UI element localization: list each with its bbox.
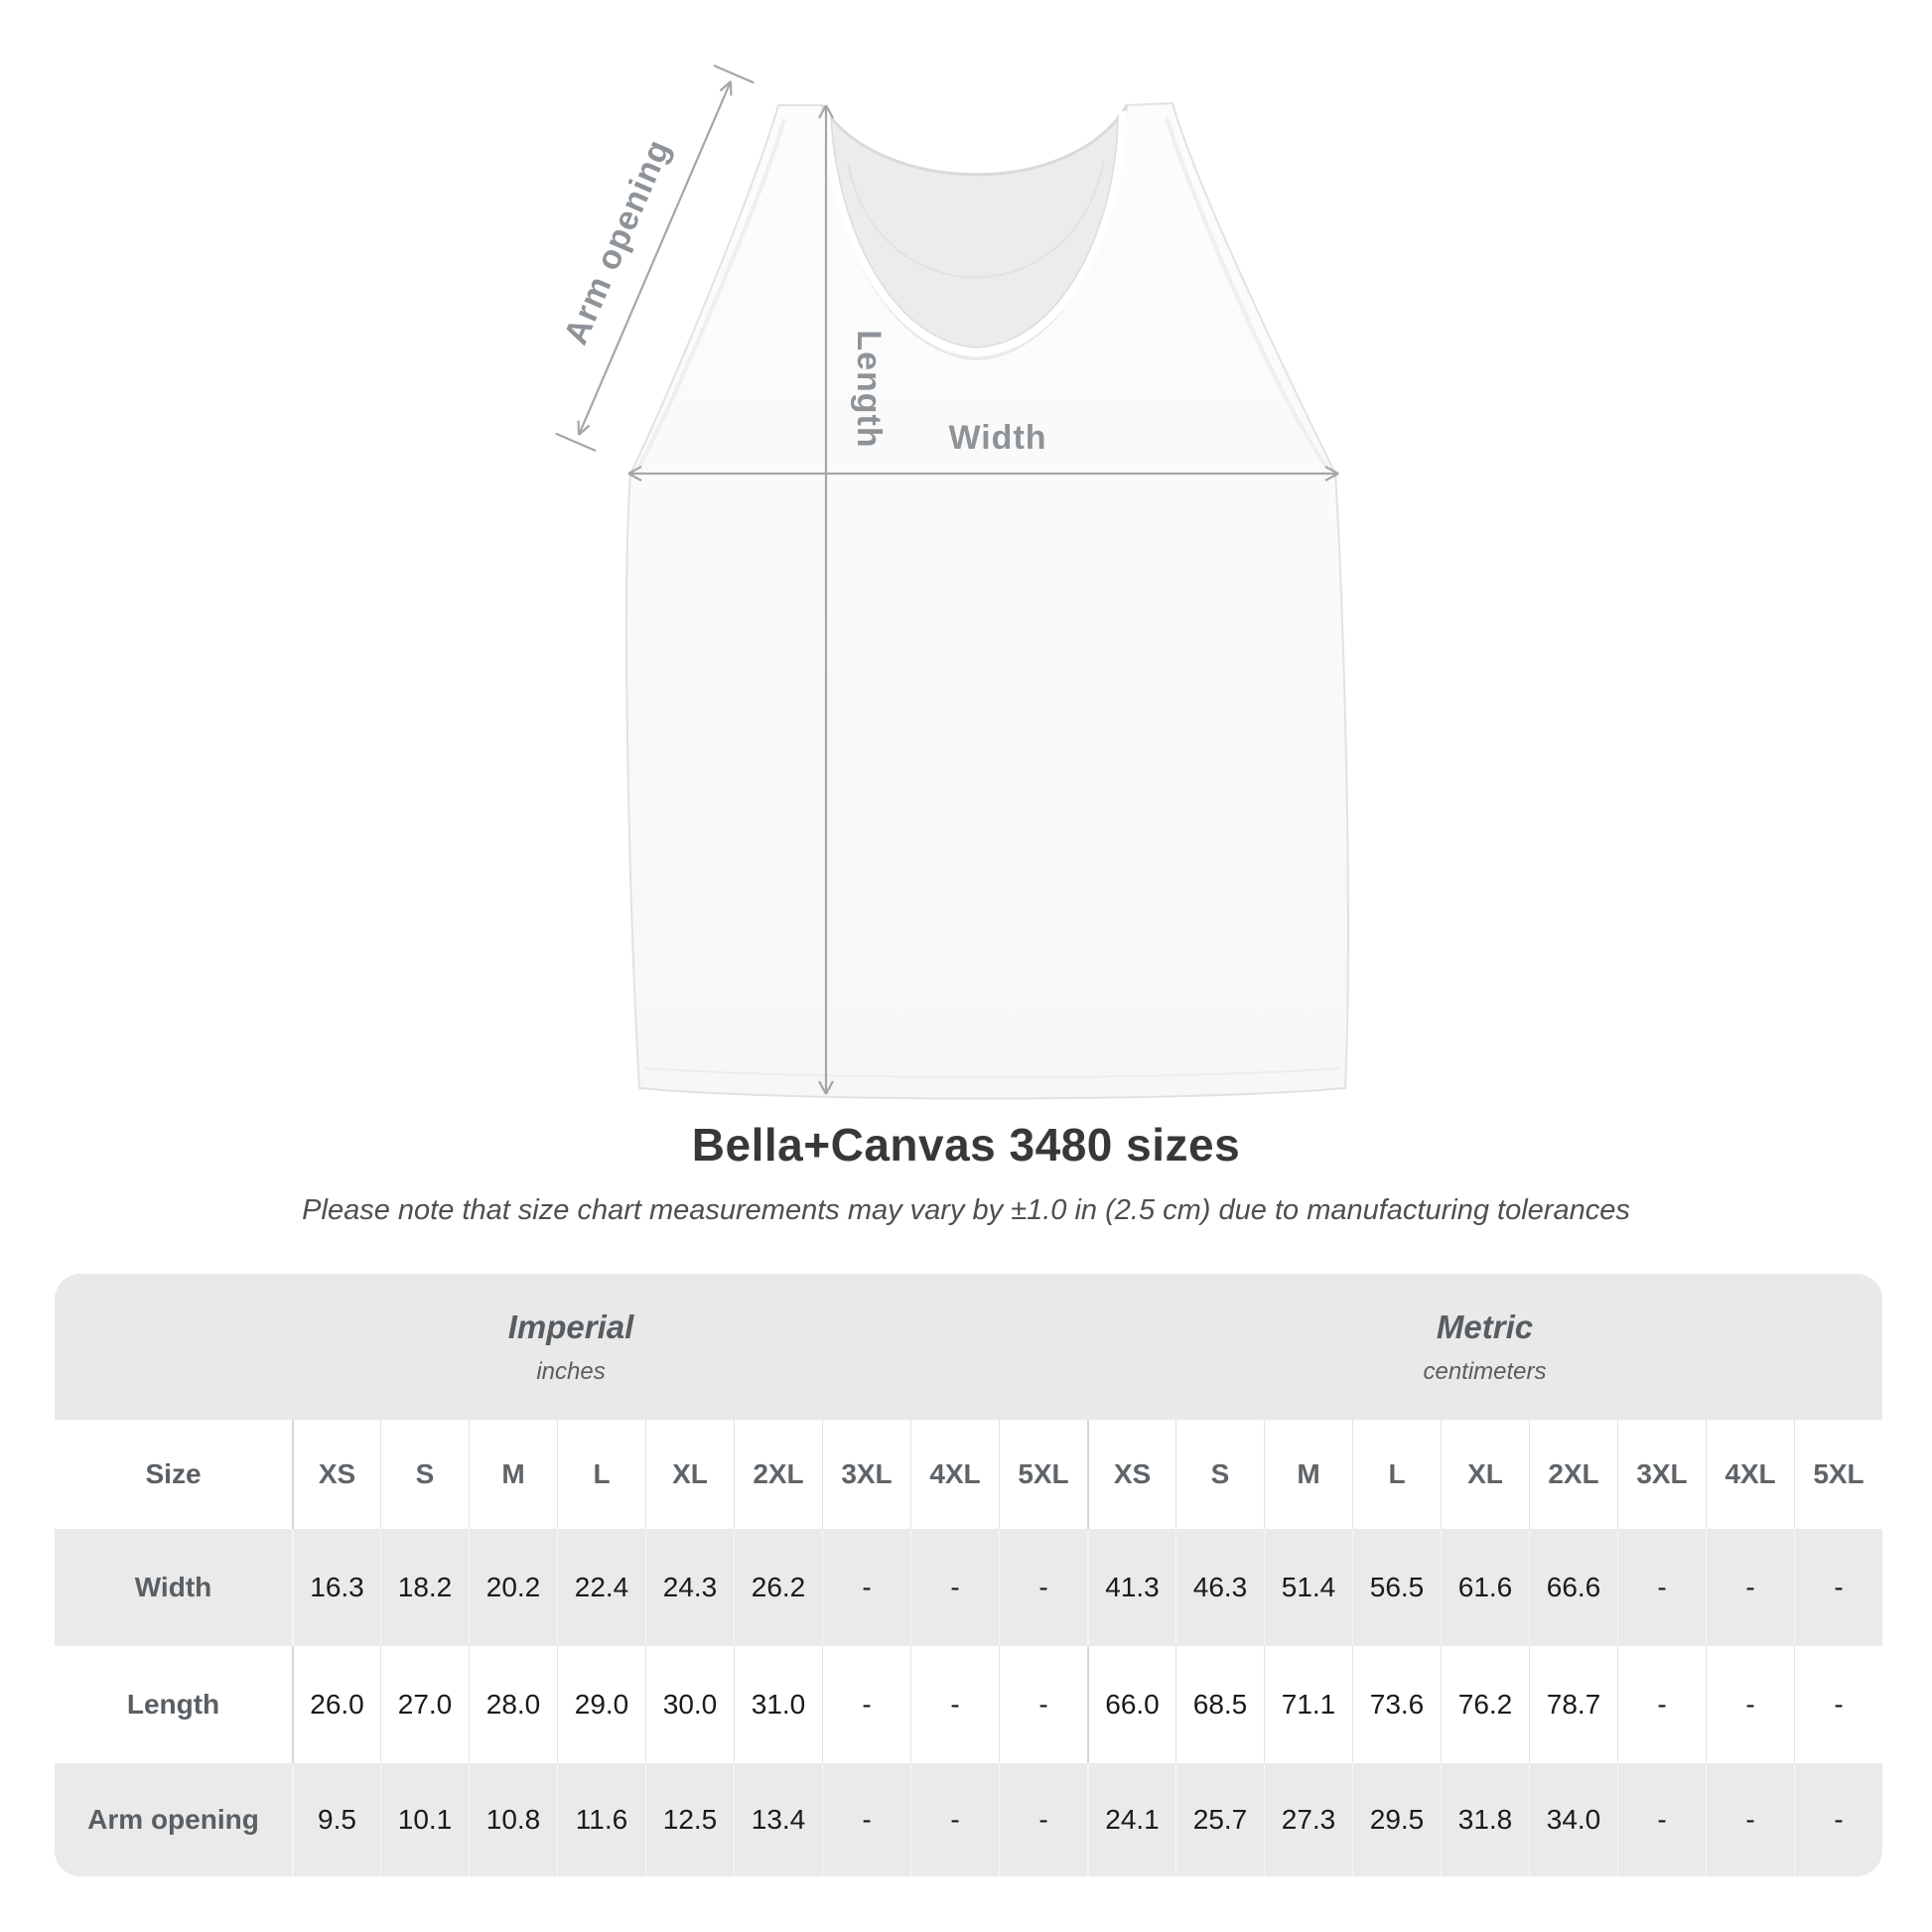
width-label: Width	[948, 419, 1047, 457]
table-cell: 71.1	[1264, 1646, 1352, 1763]
table-cell: -	[910, 1763, 999, 1876]
table-cell: -	[822, 1529, 910, 1646]
metric-label: Metric	[1436, 1308, 1534, 1345]
size-header-metric-5xl: 5XL	[1794, 1420, 1882, 1529]
row-label: Arm opening	[87, 1804, 259, 1835]
table-cell: 16.3	[292, 1529, 380, 1646]
row-label: Width	[134, 1572, 212, 1602]
size-header-metric-3xl: 3XL	[1617, 1420, 1706, 1529]
size-header-imperial-3xl: 3XL	[822, 1420, 910, 1529]
table-cell: -	[1617, 1646, 1706, 1763]
table-cell: 27.3	[1264, 1763, 1352, 1876]
table-cell: -	[1794, 1529, 1882, 1646]
table-cell: -	[1617, 1763, 1706, 1876]
table-cell: 24.3	[645, 1529, 734, 1646]
table-cell: -	[910, 1646, 999, 1763]
table-cell: 22.4	[557, 1529, 645, 1646]
table-row-arm-opening	[55, 1763, 1882, 1876]
size-header-imperial-xl: XL	[645, 1420, 734, 1529]
size-header-imperial-2xl: 2XL	[734, 1420, 822, 1529]
imperial-unit: inches	[536, 1357, 606, 1385]
tank-top-figure	[427, 40, 1519, 1152]
table-cell: -	[1794, 1646, 1882, 1763]
table-cell: -	[999, 1763, 1087, 1876]
table-cell: 11.6	[557, 1763, 645, 1876]
table-cell: 27.0	[380, 1646, 469, 1763]
arm-opening-label: Arm opening	[556, 133, 678, 350]
table-cell: 31.0	[734, 1646, 822, 1763]
table-cell: 12.5	[645, 1763, 734, 1876]
table-cell: -	[910, 1529, 999, 1646]
table-cell: -	[822, 1763, 910, 1876]
imperial-section-header	[55, 1274, 1087, 1420]
table-cell: 46.3	[1175, 1529, 1264, 1646]
table-cell: 30.0	[645, 1646, 734, 1763]
table-cell: 51.4	[1264, 1529, 1352, 1646]
size-header-metric-xl: XL	[1441, 1420, 1529, 1529]
metric-section-header	[1087, 1274, 1882, 1420]
table-cell: -	[1794, 1763, 1882, 1876]
table-cell: -	[1706, 1646, 1794, 1763]
table-cell: -	[1706, 1763, 1794, 1876]
table-cell: 29.5	[1352, 1763, 1441, 1876]
unit-band	[55, 1274, 1882, 1420]
table-cell: 26.0	[292, 1646, 380, 1763]
size-header-imperial-xs: XS	[292, 1420, 380, 1529]
table-cell: 66.6	[1529, 1529, 1617, 1646]
table-cell: 10.8	[469, 1763, 557, 1876]
size-header-imperial-m: M	[469, 1420, 557, 1529]
tolerance-note: Please note that size chart measurements may vary by ±1.0 in (2.5 cm) due to manufacturing tolerances	[302, 1194, 1630, 1226]
table-cell: 66.0	[1087, 1646, 1175, 1763]
size-header-metric-4xl: 4XL	[1706, 1420, 1794, 1529]
table-cell: 29.0	[557, 1646, 645, 1763]
page-title: Bella+Canvas 3480 sizes	[691, 1119, 1241, 1171]
table-cell: 76.2	[1441, 1646, 1529, 1763]
table-cell: 10.1	[380, 1763, 469, 1876]
table-row-width	[55, 1529, 1882, 1646]
table-cell: 68.5	[1175, 1646, 1264, 1763]
size-header-metric-xs: XS	[1087, 1420, 1175, 1529]
table-cell: -	[1706, 1529, 1794, 1646]
table-cell: 18.2	[380, 1529, 469, 1646]
table-cell: 56.5	[1352, 1529, 1441, 1646]
table-cell: 26.2	[734, 1529, 822, 1646]
row-label: Length	[126, 1689, 220, 1720]
table-row-length	[55, 1646, 1882, 1763]
size-header-imperial-l: L	[557, 1420, 645, 1529]
size-header-metric-s: S	[1175, 1420, 1264, 1529]
table-cell: 24.1	[1087, 1763, 1175, 1876]
size-header-metric-m: M	[1264, 1420, 1352, 1529]
table-cell: 20.2	[469, 1529, 557, 1646]
metric-unit: centimeters	[1423, 1357, 1547, 1385]
size-header-imperial-s: S	[380, 1420, 469, 1529]
size-table	[55, 1274, 1882, 1876]
size-header-metric-2xl: 2XL	[1529, 1420, 1617, 1529]
table-cell: 73.6	[1352, 1646, 1441, 1763]
table-header-row	[55, 1420, 1882, 1529]
table-cell: 34.0	[1529, 1763, 1617, 1876]
imperial-label: Imperial	[507, 1308, 634, 1345]
table-cell: -	[999, 1646, 1087, 1763]
table-cell: 28.0	[469, 1646, 557, 1763]
table-cell: 41.3	[1087, 1529, 1175, 1646]
table-cell: -	[822, 1646, 910, 1763]
table-cell: -	[999, 1529, 1087, 1646]
size-header-imperial-5xl: 5XL	[999, 1420, 1087, 1529]
size-header-metric-l: L	[1352, 1420, 1441, 1529]
table-cell: 13.4	[734, 1763, 822, 1876]
length-label: Length	[850, 330, 888, 449]
table-cell: 25.7	[1175, 1763, 1264, 1876]
size-header-imperial-4xl: 4XL	[910, 1420, 999, 1529]
table-cell: 78.7	[1529, 1646, 1617, 1763]
table-cell: 31.8	[1441, 1763, 1529, 1876]
table-cell: 61.6	[1441, 1529, 1529, 1646]
size-column-header: Size	[145, 1458, 202, 1489]
table-cell: -	[1617, 1529, 1706, 1646]
table-cell: 9.5	[292, 1763, 380, 1876]
